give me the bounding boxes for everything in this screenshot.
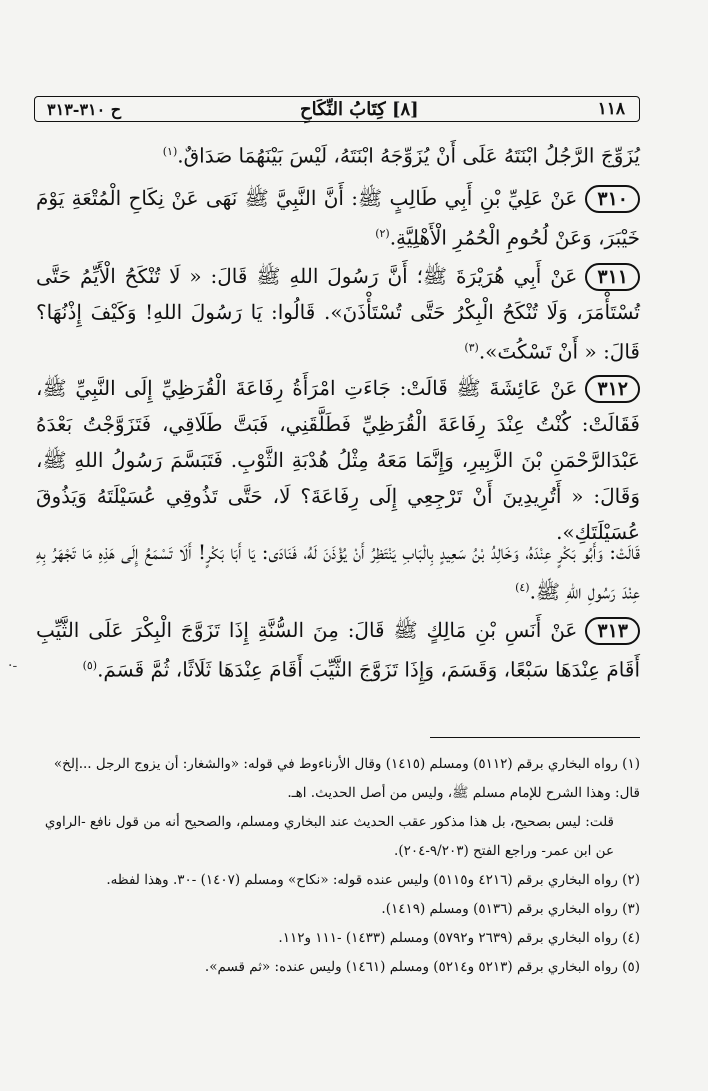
footnote-ref: (٥)	[82, 659, 98, 672]
paragraph-text: عَنْ أَبِي هُرَيْرَةَ ﷺ؛ أَنَّ رَسُولَ اللهِ ﷺ قَالَ: « لَا تُنْكَحُ الْأَيِّمُ حَتَّى تُسْتَأْمَرَ، وَلَا تُنْكَحُ الْبِكْرُ حَتَّى تُسْتَأْذَنَ». قَالُوا: يَا رَسُولَ اللهِ! وَكَيْفَ إِذْنُهَا؟ قَالَ: « أَنْ تَسْكُتَ».	[36, 264, 640, 364]
paragraph-text: عَنْ عَلِيِّ بْنِ أَبِي طَالِبٍ ﷺ: أَنَّ النَّبِيَّ ﷺ نَهَى عَنْ نِكَاحِ الْمُتْعَةِ يَوْمَ خَيْبَرَ، وَعَنْ لُحُومِ الْحُمُرِ الْأَهْلِيَّةِ.	[36, 186, 640, 250]
hadith-312-continued	[36, 534, 640, 610]
paragraph-text: قَالَتْ: وَأَبُو بَكْرٍ عِنْدَهُ، وَخَالِدُ بْنُ سَعِيدٍ بِالْبَابِ يَنْتَظِرُ أَنْ يُؤْذَنَ لَهُ، فَنَادَى: يَا أَبَا بَكْرٍ! أَلَا تَسْمَعُ إِلَى هَذِهِ مَا تَجْهَرُ بِهِ عِنْدَ رَسُولِ اللهِ ﷺ.	[36, 540, 640, 604]
footnote: (٥) رواه البخاري برقم (٥٢١٣ و٥٢١٤) ومسلم (١٤٦١) وليس عنده: «ثم قسم».	[204, 959, 640, 975]
paragraph-text: يُزَوِّجَ الرَّجُلُ ابْنَتَهُ عَلَى أَنْ يُزَوِّجَهُ ابْنَتَهُ، لَيْسَ بَيْنَهُمَا صَدَاقٌ.	[177, 143, 640, 168]
page-header	[34, 96, 640, 122]
footnote-ref: (١)	[162, 145, 178, 158]
page-number: ١١٨	[597, 99, 625, 119]
footnote: (٤) رواه البخاري برقم (٢٦٣٩ و٥٧٩٢) ومسلم (١٤٣٣) -١١١ و١١٢.	[278, 930, 640, 946]
footnote-ref: (٤)	[515, 581, 530, 594]
chapter-title: [٨] كِتَابُ النِّكَاحِ	[300, 98, 419, 120]
hadith-number-badge: ٣١٢	[585, 375, 640, 403]
hadith-number-badge: ٣١٣	[585, 617, 640, 645]
paragraph-text: عَنْ عَائِشَةَ ﷺ قَالَتْ: جَاءَتِ امْرَأَةُ رِفَاعَةَ الْقُرَظِيِّ إِلَى النَّبِيِّ ﷺ، فَقَالَتْ: كُنْتُ عِنْدَ رِفَاعَةَ الْقُرَظِيِّ فَطَلَّقَنِي، فَبَتَّ طَلَاقِي، فَتَزَوَّجْتُ بَعْدَهُ عَبْدَالرَّحْمَنِ بْنَ الزَّبِيرِ، وَإِنَّمَا مَعَهُ مِثْلُ هُدْبَةِ الثَّوْبِ. فَتَبَسَّمَ رَسُولُ اللهِ ﷺ، وَقَالَ: « أَتُرِيدِينَ أَنْ تَرْجِعِي إِلَى رِفَاعَةَ؟ لَا، حَتَّى تَذُوقِي عُسَيْلَتَهُ وَيَذُوقَ عُسَيْلَتَكِ».	[36, 376, 640, 544]
footnote: قلت: ليس بصحيح، بل هذا مذكور عقب الحديث عند البخاري ومسلم، والصحيح أنه من قول نافع -الراوي عن ابن عمر- وراجع الفتح (٩/٢٠٣-٢٠٤).	[44, 814, 614, 859]
margin-mark: ·-	[8, 658, 18, 674]
hadith-313	[36, 612, 640, 688]
footnote: (٢) رواه البخاري برقم (٤٢١٦ و٥١١٥) وليس عنده قوله: «نكاح» ومسلم (١٤٠٧) -٣٠. وهذا لفظه.	[106, 872, 640, 888]
hadith-311	[36, 258, 640, 370]
footnotes	[36, 750, 640, 982]
hadith-continuation	[36, 134, 640, 174]
paragraph-text: عَنْ أَنَسِ بْنِ مَالِكٍ ﷺ قَالَ: مِنَ السُّنَّةِ إِذَا تَزَوَّجَ الْبِكْرَ عَلَى الثَّيِّبِ أَقَامَ عِنْدَهَا سَبْعًا، وَقَسَمَ، وَإِذَا تَزَوَّجَ الثَّيِّبَ أَقَامَ عِنْدَهَا ثَلَاثًا، ثُمَّ قَسَمَ.	[36, 618, 640, 682]
hadith-number-badge: ٣١١	[585, 263, 640, 291]
hadith-312	[36, 370, 640, 550]
hadith-310	[36, 180, 640, 256]
footnote-ref: (٢)	[375, 227, 390, 240]
footnote: (٣) رواه البخاري برقم (٥١٣٦) ومسلم (١٤١٩).	[381, 901, 640, 917]
footnote: (١) رواه البخاري برقم (٥١١٢) ومسلم (١٤١٥) وقال الأرناءوط في قوله: «والشغار: أن يزوج الرجل ...إلخ» قال: وهذا الشرح للإمام مسلم ﷺ، وليس من أصل الحديث. اهـ.	[53, 756, 640, 801]
hadith-range: ح ٣١٠-٣١٣	[47, 99, 122, 119]
footnote-separator	[430, 737, 640, 738]
hadith-number-badge: ٣١٠	[585, 185, 640, 213]
footnote-ref: (٣)	[464, 341, 479, 354]
